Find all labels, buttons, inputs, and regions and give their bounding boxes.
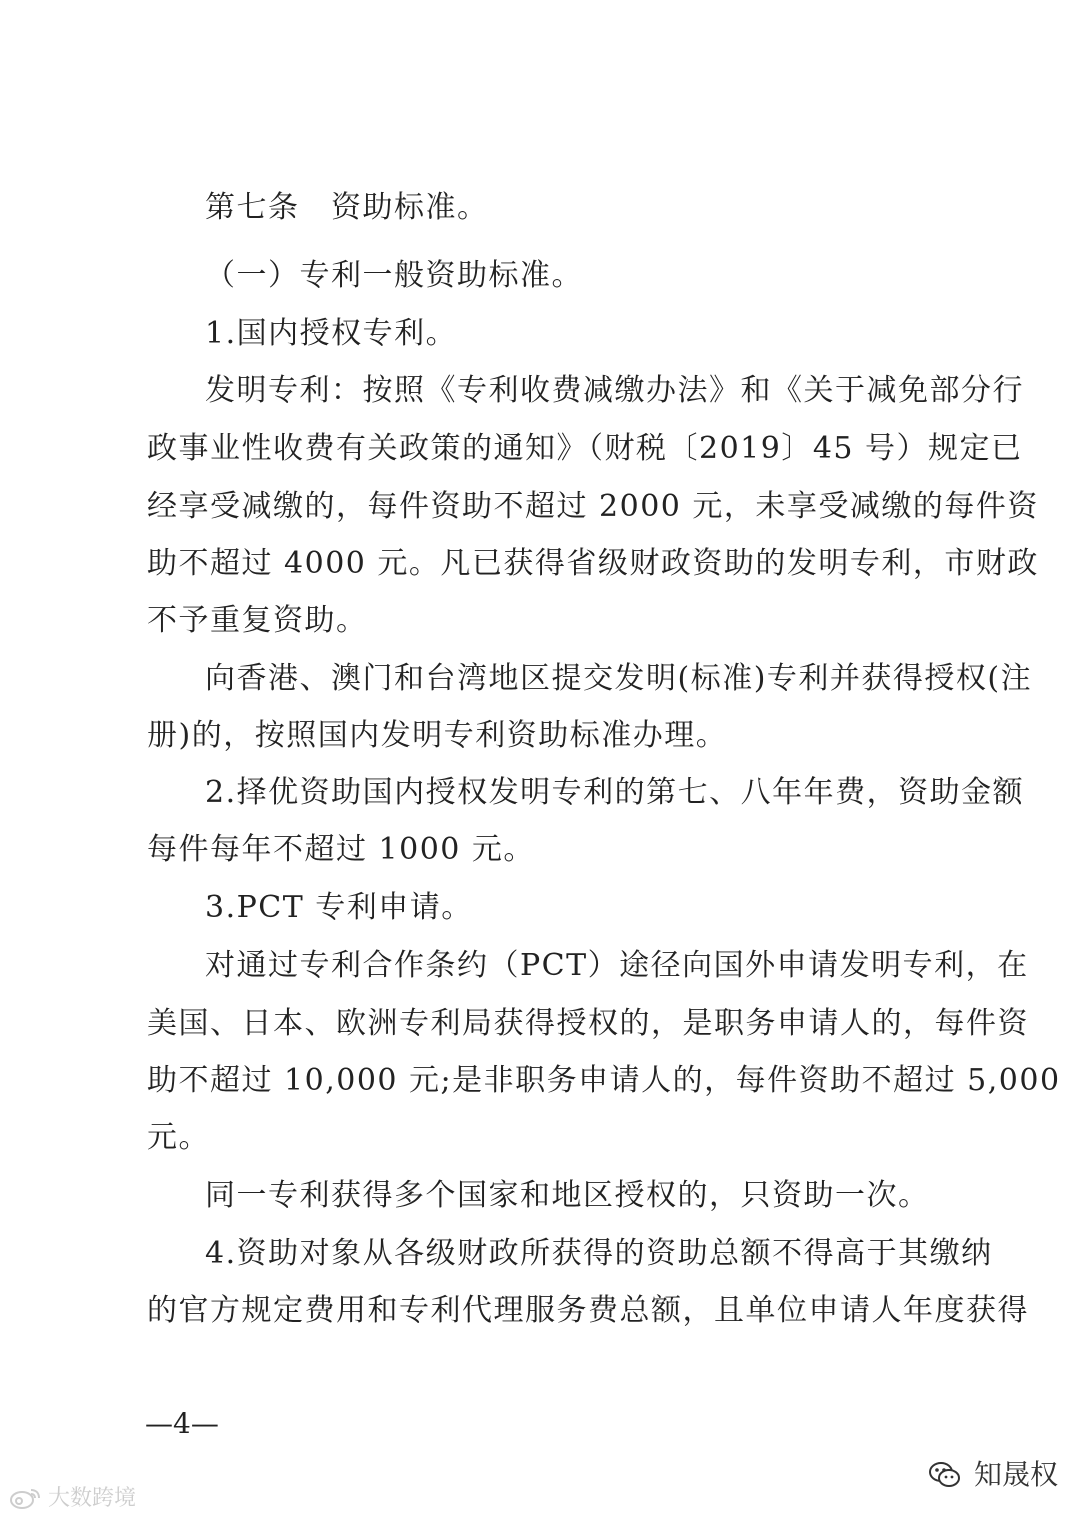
watermark-left-text: 大数跨境 — [48, 1486, 137, 1511]
article-heading: 第七条 资助标准。 — [205, 190, 489, 225]
paragraph-line: 对通过专利合作条约（PCT）途径向国外申请发明专利，在 — [205, 948, 1029, 983]
page-number: —4— — [145, 1407, 219, 1440]
section-heading: （一）专利一般资助标准。 — [205, 258, 583, 293]
paragraph-line: 经享受减缴的，每件资助不超过 2000 元，未享受减缴的每件资 — [147, 489, 1039, 524]
paragraph-line: 册)的，按照国内发明专利资助标准办理。 — [147, 718, 728, 753]
paragraph-line: 美国、日本、欧洲专利局获得授权的，是职务申请人的，每件资 — [147, 1006, 1029, 1041]
paragraph-line: 助不超过 10,000 元;是非职务申请人的，每件资助不超过 5,000 — [147, 1063, 1061, 1098]
watermark-left — [8, 1485, 136, 1513]
paragraph-line: 向香港、澳门和台湾地区提交发明(标准)专利并获得授权(注 — [205, 661, 1033, 696]
paragraph-line: 政事业性收费有关政策的通知》（财税〔2019〕45 号）规定已 — [147, 431, 1023, 466]
subsection-heading: 3.PCT 专利申请。 — [205, 890, 473, 925]
paragraph-line: 每件每年不超过 1000 元。 — [147, 832, 535, 867]
paragraph-line: 同一专利获得多个国家和地区授权的，只资助一次。 — [205, 1178, 930, 1213]
paragraph-line: 2.择优资助国内授权发明专利的第七、八年年费，资助金额 — [205, 775, 1025, 810]
paragraph-line: 助不超过 4000 元。凡已获得省级财政资助的发明专利，市财政 — [147, 546, 1039, 581]
weibo-icon — [8, 1487, 42, 1511]
paragraph-line: 发明专利：按照《专利收费减缴办法》和《关于减免部分行 — [205, 373, 1024, 408]
paragraph-line: 的官方规定费用和专利代理服务费总额，且单位申请人年度获得 — [147, 1293, 1029, 1328]
watermark-right-text: 知晟权 — [974, 1458, 1059, 1491]
paragraph-line: 不予重复资助。 — [147, 603, 368, 638]
paragraph-line: 元。 — [147, 1120, 210, 1155]
subsection-heading: 1.国内授权专利。 — [205, 316, 458, 351]
paragraph-line: 4.资助对象从各级财政所获得的资助总额不得高于其缴纳 — [205, 1236, 993, 1271]
watermark-right — [928, 1458, 1058, 1492]
wechat-icon — [928, 1460, 962, 1490]
